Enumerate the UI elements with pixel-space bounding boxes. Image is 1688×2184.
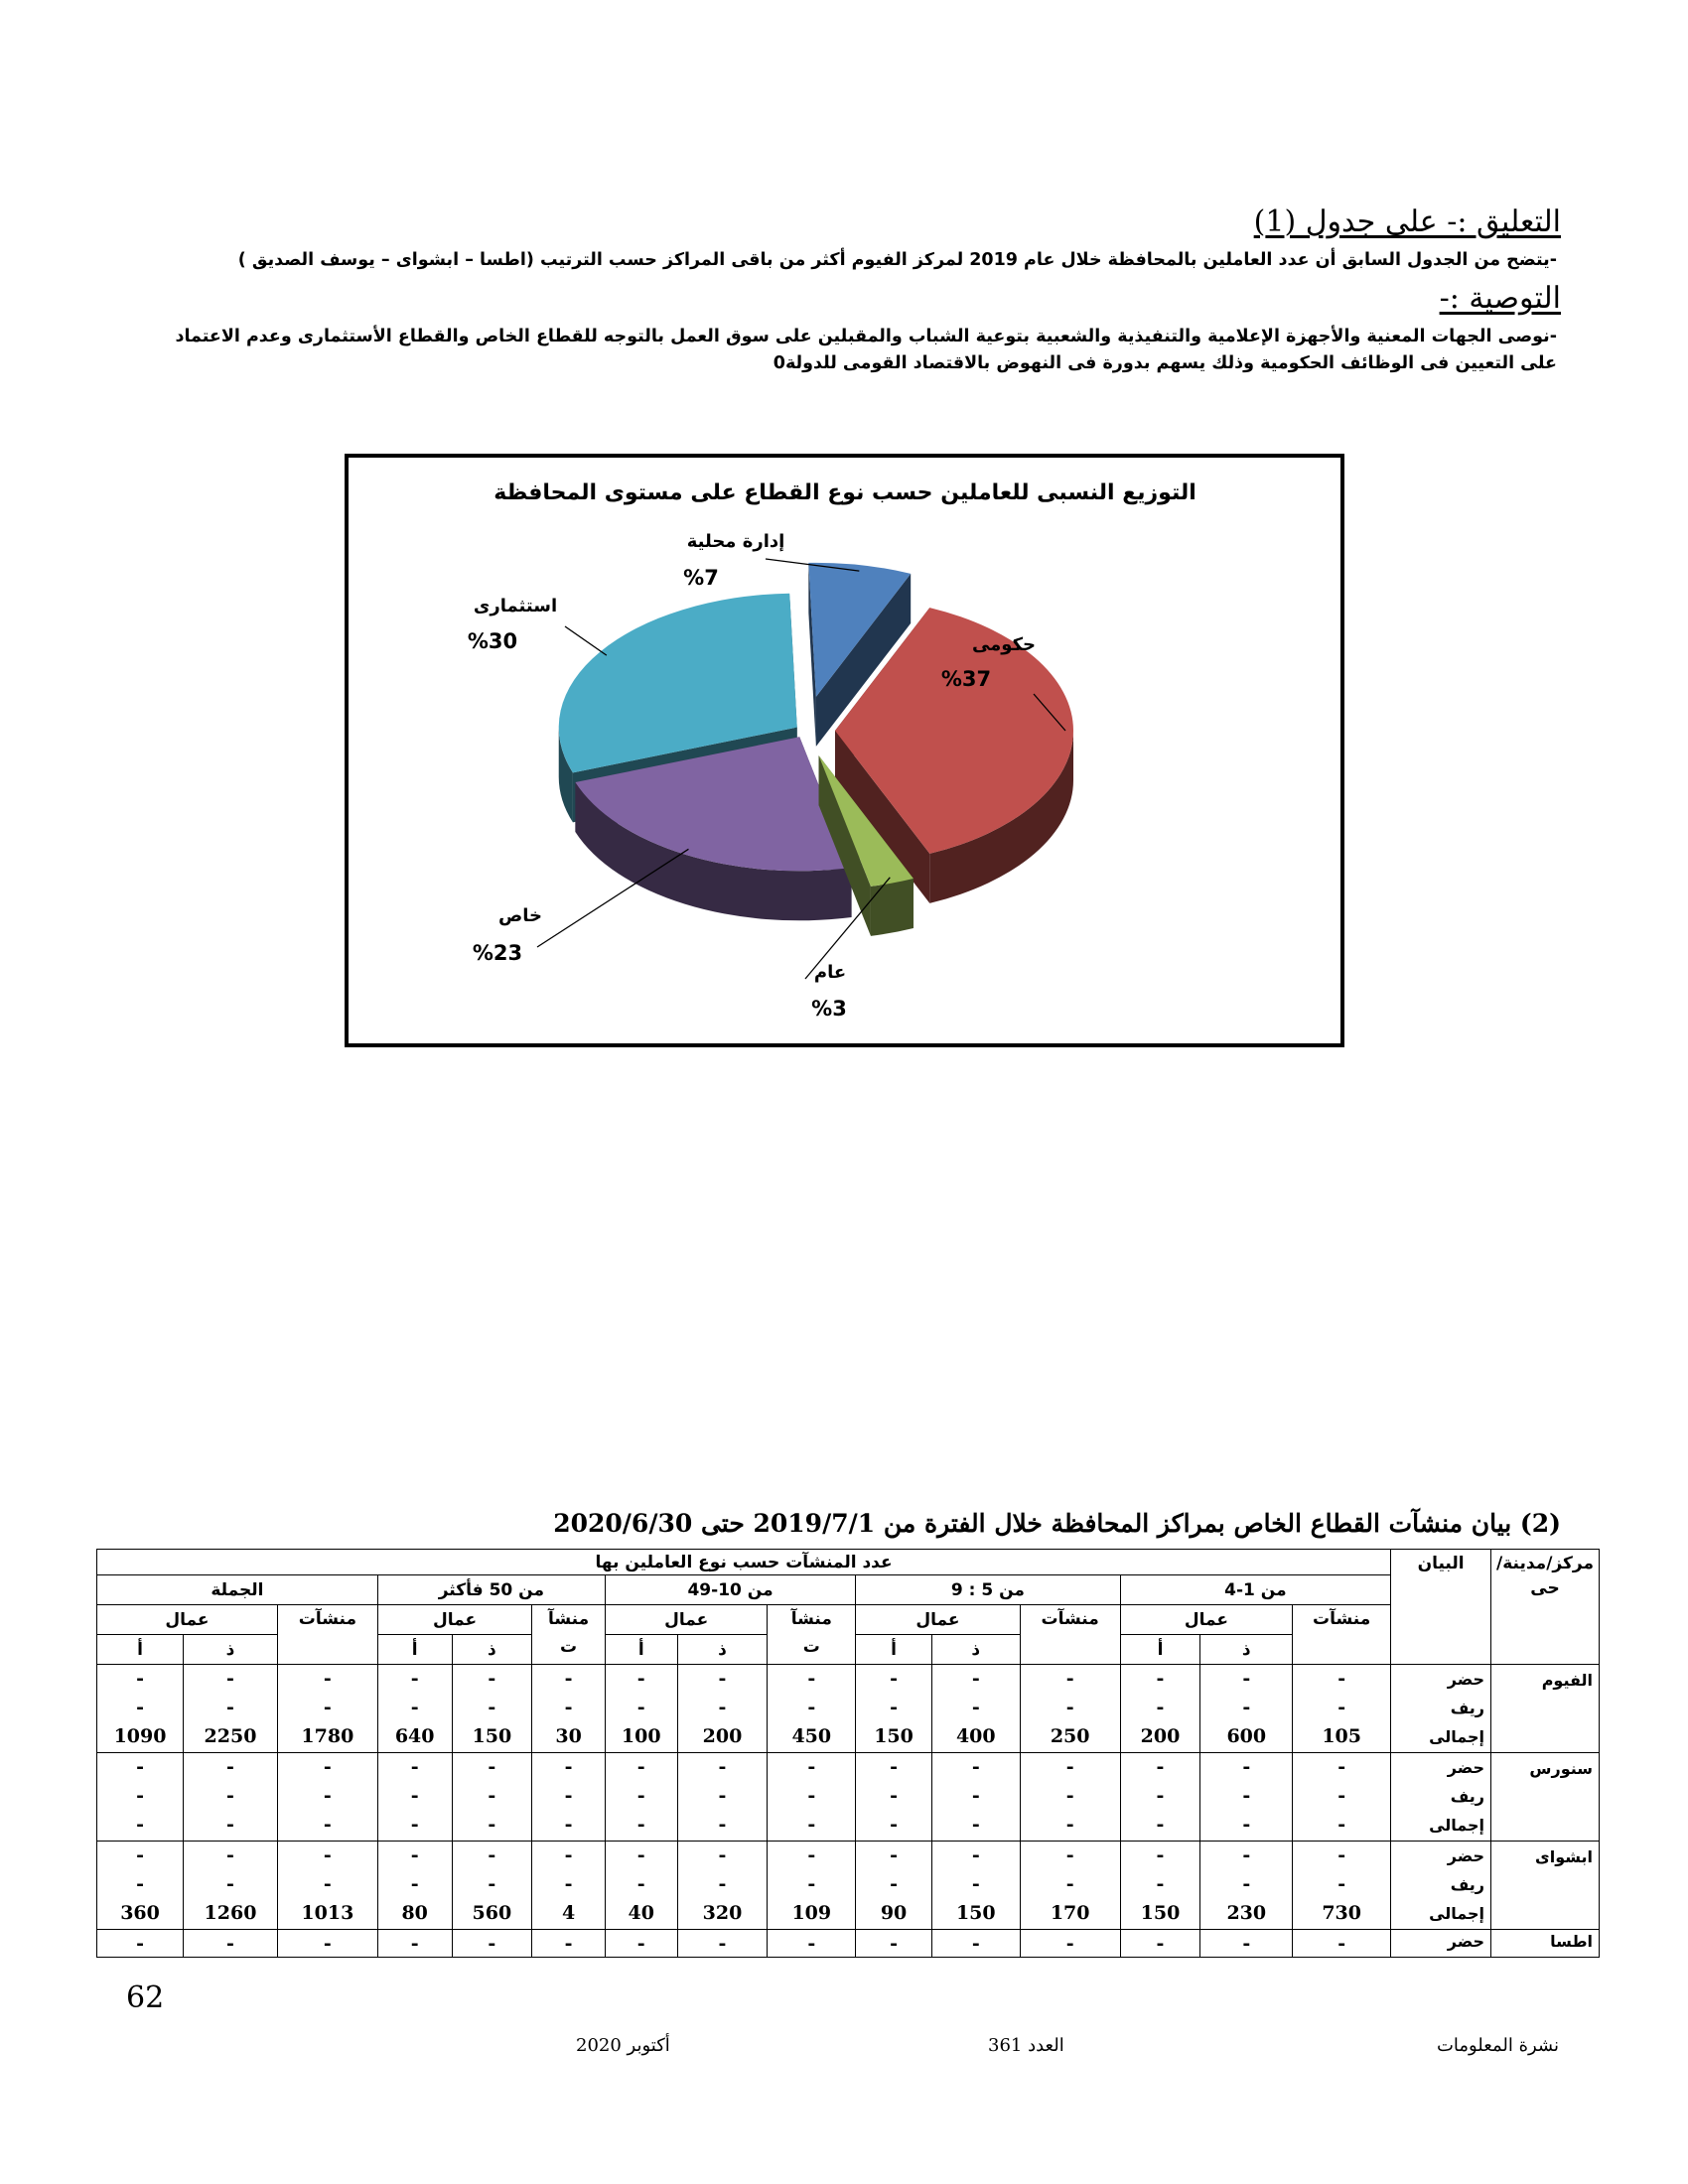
value: 560 [472, 1902, 512, 1924]
value: - [1242, 1785, 1251, 1807]
value: - [718, 1814, 727, 1836]
value: 200 [1140, 1725, 1181, 1747]
value: - [1242, 1844, 1251, 1866]
facilities-label-cont: ت [560, 1637, 578, 1657]
value: 400 [955, 1725, 996, 1747]
value-cell: - [1120, 1930, 1200, 1958]
value: - [890, 1873, 898, 1895]
facilities-label: منشآت [1313, 1609, 1371, 1629]
value: - [636, 1785, 645, 1807]
group-header: من 1-4 [1120, 1575, 1390, 1605]
facilities-label: منشآت [298, 1609, 356, 1629]
value-cell: - [277, 1930, 377, 1958]
pie-chart [345, 454, 1344, 1047]
value: - [323, 1697, 332, 1718]
row-label: حضر [1447, 1758, 1485, 1777]
value: 640 [394, 1725, 435, 1747]
facilities-header [532, 1605, 606, 1665]
value: - [1337, 1697, 1346, 1718]
value-cell [768, 1665, 856, 1753]
value: - [636, 1756, 645, 1778]
value: - [564, 1785, 573, 1807]
value-cell [931, 1665, 1020, 1753]
value: 150 [1140, 1902, 1181, 1924]
value: 320 [702, 1902, 743, 1924]
value-cell: - [768, 1930, 856, 1958]
group-header: من 5 : 9 [856, 1575, 1120, 1605]
value-cell [532, 1665, 606, 1753]
value: - [136, 1814, 144, 1836]
col-center-header: مركز/مدينة/حى [1491, 1550, 1600, 1665]
value-cell [377, 1665, 452, 1753]
value-cell: - [605, 1930, 677, 1958]
value-cell [532, 1842, 606, 1930]
value-cell [1200, 1665, 1293, 1753]
value: - [1156, 1844, 1165, 1866]
value: - [226, 1668, 234, 1690]
value: - [410, 1785, 419, 1807]
col-item-header: البيان [1391, 1550, 1491, 1665]
group-header: الجملة [97, 1575, 378, 1605]
value: - [1337, 1756, 1346, 1778]
row-label: حضر [1447, 1670, 1485, 1689]
value-cell [532, 1753, 606, 1842]
value: - [971, 1814, 980, 1836]
value: - [890, 1756, 898, 1778]
value-cell: - [1293, 1930, 1391, 1958]
value: - [1242, 1697, 1251, 1718]
value: - [323, 1814, 332, 1836]
value-cell [1020, 1753, 1120, 1842]
row-labels [1391, 1753, 1491, 1842]
male-header: ذ [452, 1635, 532, 1665]
value-cell [184, 1842, 278, 1930]
value: 109 [791, 1902, 832, 1924]
value: 150 [472, 1725, 512, 1747]
footer-publication: نشرة المعلومات [1436, 2035, 1559, 2056]
value: - [1337, 1785, 1346, 1807]
value: 40 [628, 1902, 654, 1924]
footer-date: أكتوبر 2020 [576, 2035, 670, 2056]
value: - [971, 1873, 980, 1895]
facilities-label: منشآ [547, 1609, 590, 1629]
value: - [807, 1873, 816, 1895]
row-labels [1391, 1665, 1491, 1753]
value: - [718, 1873, 727, 1895]
value: - [890, 1844, 898, 1866]
value: - [807, 1814, 816, 1836]
value: - [1156, 1697, 1165, 1718]
value: 230 [1226, 1902, 1267, 1924]
value: - [636, 1873, 645, 1895]
workers-header: عمال [605, 1605, 767, 1635]
value: 1090 [113, 1725, 167, 1747]
value: - [807, 1756, 816, 1778]
value-cell [277, 1842, 377, 1930]
value: - [488, 1844, 496, 1866]
value: - [971, 1697, 980, 1718]
value-cell [1293, 1753, 1391, 1842]
value: - [410, 1697, 419, 1718]
value: - [1065, 1844, 1074, 1866]
value: - [564, 1756, 573, 1778]
value-cell [377, 1753, 452, 1842]
group-header: من 50 فأكثر [377, 1575, 605, 1605]
slice-name-label: عام [813, 962, 847, 983]
value-cell [931, 1842, 1020, 1930]
value: 30 [555, 1725, 582, 1747]
value-cell: - [532, 1930, 606, 1958]
value-cell [677, 1753, 768, 1842]
value: 600 [1226, 1725, 1267, 1747]
value: - [323, 1756, 332, 1778]
value-cell: - [1200, 1930, 1293, 1958]
value: - [323, 1844, 332, 1866]
value: 1780 [301, 1725, 354, 1747]
value-cell [1200, 1753, 1293, 1842]
value: - [1242, 1668, 1251, 1690]
value-cell [605, 1842, 677, 1930]
row-label: حضر [1447, 1846, 1485, 1865]
value-cell [1200, 1842, 1293, 1930]
slice-name-label: حكومى [971, 634, 1037, 655]
male-header: ذ [677, 1635, 768, 1665]
value: - [1065, 1697, 1074, 1718]
value: - [718, 1697, 727, 1718]
workers-header: عمال [97, 1605, 278, 1635]
female-header: أ [377, 1635, 452, 1665]
page-number: 62 [126, 1980, 165, 2015]
value-cell [768, 1842, 856, 1930]
value: 360 [120, 1902, 160, 1924]
value: - [1156, 1668, 1165, 1690]
value-cell [605, 1753, 677, 1842]
value: - [971, 1668, 980, 1690]
value: 90 [880, 1902, 908, 1924]
comment-text: -يتضح من الجدول السابق أن عدد العاملين بالمحافظة خلال عام 2019 لمركز الفيوم أكثر من باقى المراكز حسب الترتيب (اطسا – ابشواى – يوسف الصديق ) [237, 250, 1557, 270]
row-label: حضر [1391, 1930, 1491, 1958]
value-cell [97, 1753, 184, 1842]
chart-title: التوزيع النسبى للعاملين حسب نوع القطاع على مستوى المحافظة [493, 480, 1196, 505]
value: - [323, 1785, 332, 1807]
value: - [410, 1844, 419, 1866]
value-cell [277, 1665, 377, 1753]
table-row [97, 1665, 1600, 1753]
value: - [1156, 1785, 1165, 1807]
table-row [97, 1753, 1600, 1842]
value: - [136, 1756, 144, 1778]
value: - [1242, 1814, 1251, 1836]
center-name: سنورس [1491, 1753, 1600, 1842]
value-cell [605, 1665, 677, 1753]
facilities-table [96, 1549, 1600, 1958]
value: - [226, 1844, 234, 1866]
value-cell [452, 1753, 532, 1842]
value: 450 [791, 1725, 832, 1747]
value: - [1337, 1814, 1346, 1836]
value: - [488, 1814, 496, 1836]
value: - [718, 1844, 727, 1866]
row-label: ريف [1450, 1699, 1485, 1717]
center-name: الفيوم [1491, 1665, 1600, 1753]
value-cell [768, 1753, 856, 1842]
value-cell: - [931, 1930, 1020, 1958]
value-cell: - [452, 1930, 532, 1958]
value: - [226, 1697, 234, 1718]
value: - [488, 1785, 496, 1807]
value: - [564, 1844, 573, 1866]
table-row [97, 1930, 1600, 1958]
female-header: أ [1120, 1635, 1200, 1665]
value: 2250 [204, 1725, 257, 1747]
value: - [1065, 1668, 1074, 1690]
value: - [636, 1814, 645, 1836]
workers-header: عمال [377, 1605, 531, 1635]
slice-name-label: استثمارى [473, 596, 558, 616]
value-cell [931, 1753, 1020, 1842]
row-label: إجمالى [1429, 1727, 1485, 1746]
facilities-label: منشآ [790, 1609, 832, 1629]
value: 80 [401, 1902, 428, 1924]
value: - [890, 1785, 898, 1807]
value: - [488, 1668, 496, 1690]
value-cell [856, 1842, 932, 1930]
value: - [226, 1756, 234, 1778]
value-cell [1293, 1842, 1391, 1930]
footer-issue: العدد 361 [988, 2035, 1064, 2056]
value: - [1242, 1873, 1251, 1895]
value-cell: - [856, 1930, 932, 1958]
value: - [807, 1697, 816, 1718]
value: 150 [874, 1725, 914, 1747]
value: - [410, 1873, 419, 1895]
slice-value-label: %3 [811, 997, 847, 1021]
value: - [718, 1668, 727, 1690]
value: - [136, 1844, 144, 1866]
value: - [136, 1697, 144, 1718]
workers-header: عمال [1120, 1605, 1293, 1635]
value-cell: - [97, 1930, 184, 1958]
value-cell [97, 1842, 184, 1930]
row-label: إجمالى [1429, 1904, 1485, 1923]
value-cell: - [677, 1930, 768, 1958]
value: - [226, 1785, 234, 1807]
value: - [1065, 1873, 1074, 1895]
facilities-header [1020, 1605, 1120, 1665]
value-cell [1020, 1842, 1120, 1930]
value-cell [97, 1665, 184, 1753]
male-header: ذ [1200, 1635, 1293, 1665]
facilities-label: منشآت [1041, 1609, 1099, 1629]
female-header: أ [856, 1635, 932, 1665]
slice-name-label: إدارة محلية [686, 531, 785, 552]
value: - [488, 1697, 496, 1718]
row-label: ريف [1450, 1875, 1485, 1894]
value: - [1156, 1756, 1165, 1778]
facilities-header [768, 1605, 856, 1665]
value-cell [856, 1753, 932, 1842]
value: - [1065, 1756, 1074, 1778]
value-cell: - [184, 1930, 278, 1958]
comment-heading: التعليق :- على جدول (1) [1253, 205, 1561, 239]
value-cell [184, 1753, 278, 1842]
value-cell: - [1020, 1930, 1120, 1958]
value: - [1156, 1873, 1165, 1895]
value-cell [1120, 1665, 1200, 1753]
value: 730 [1322, 1902, 1361, 1924]
table-row [97, 1842, 1600, 1930]
value: - [226, 1873, 234, 1895]
value: - [136, 1668, 144, 1690]
row-labels [1391, 1842, 1491, 1930]
male-header: ذ [931, 1635, 1020, 1665]
slice-name-label: خاص [498, 905, 542, 926]
value: - [488, 1873, 496, 1895]
recommendation-heading: التوصية :- [1439, 281, 1561, 316]
value: - [564, 1668, 573, 1690]
value-cell [452, 1842, 532, 1930]
value: - [636, 1668, 645, 1690]
value: 4 [561, 1902, 576, 1924]
value: - [564, 1697, 573, 1718]
value: - [807, 1668, 816, 1690]
group-header: من 10-49 [605, 1575, 855, 1605]
value: - [807, 1844, 816, 1866]
slice-value-label: %23 [472, 941, 523, 965]
value-cell [277, 1753, 377, 1842]
super-header: عدد المنشآت حسب نوع العاملين بها [97, 1550, 1391, 1575]
value: - [410, 1668, 419, 1690]
value: - [890, 1697, 898, 1718]
value: - [410, 1814, 419, 1836]
value: - [718, 1785, 727, 1807]
value: 1013 [301, 1902, 354, 1924]
facilities-header [277, 1605, 377, 1665]
row-label: ريف [1450, 1787, 1485, 1806]
value: - [1242, 1756, 1251, 1778]
facilities-header [1293, 1605, 1391, 1665]
value: 200 [702, 1725, 743, 1747]
value: 150 [955, 1902, 996, 1924]
table-title: (2) بيان منشآت القطاع الخاص بمراكز المحافظة خلال الفترة من 2019/7/1 حتى 2020/6/30 [553, 1509, 1561, 1538]
value: - [1156, 1814, 1165, 1836]
value: - [488, 1756, 496, 1778]
value-cell [1293, 1665, 1391, 1753]
value: 170 [1050, 1902, 1090, 1924]
value-cell [1120, 1753, 1200, 1842]
value: 250 [1050, 1725, 1090, 1747]
value: - [136, 1785, 144, 1807]
value: - [564, 1873, 573, 1895]
value-cell [377, 1842, 452, 1930]
value: - [1337, 1844, 1346, 1866]
male-header: ذ [184, 1635, 278, 1665]
slice-wall [871, 879, 914, 936]
value: - [636, 1844, 645, 1866]
value-cell [1020, 1665, 1120, 1753]
value: 105 [1322, 1725, 1361, 1747]
value: 100 [621, 1725, 661, 1747]
workers-header: عمال [856, 1605, 1021, 1635]
row-label: إجمالى [1429, 1816, 1485, 1835]
center-name: اطسا [1491, 1930, 1600, 1958]
slice-value-label: %7 [683, 566, 719, 590]
value-cell [856, 1665, 932, 1753]
value: - [971, 1785, 980, 1807]
value: - [971, 1844, 980, 1866]
leader-line [565, 626, 607, 655]
value: - [1337, 1668, 1346, 1690]
value: - [718, 1756, 727, 1778]
value-cell [677, 1842, 768, 1930]
recommendation-text: -نوصى الجهات المعنية والأجهزة الإعلامية والتنفيذية والشعبية بتوعية الشباب والمقبلين على سوق العمل بالتوجه للقطاع الخاص والقطاع الأستثمارى وعدم الاعتماد على التعيين فى الوظائف الحكومية وذلك يسهم بدورة فى النهوض بالاقتصاد القومى للدولة0 [175, 327, 1557, 373]
value: - [226, 1814, 234, 1836]
value: - [1337, 1873, 1346, 1895]
value-cell [452, 1665, 532, 1753]
value: - [636, 1697, 645, 1718]
value-cell [677, 1665, 768, 1753]
value: - [136, 1873, 144, 1895]
value: - [807, 1785, 816, 1807]
value: - [410, 1756, 419, 1778]
value-cell [1120, 1842, 1200, 1930]
female-header: أ [97, 1635, 184, 1665]
pie-chart-svg [349, 458, 1341, 1043]
value: - [1065, 1814, 1074, 1836]
female-header: أ [605, 1635, 677, 1665]
value-cell: - [377, 1930, 452, 1958]
slice-value-label: %30 [467, 629, 518, 653]
facilities-label-cont: ت [802, 1637, 820, 1657]
value: - [323, 1873, 332, 1895]
value-cell [184, 1665, 278, 1753]
value: - [1065, 1785, 1074, 1807]
value: - [890, 1814, 898, 1836]
value: - [323, 1668, 332, 1690]
center-name: ابشواى [1491, 1842, 1600, 1930]
slice-value-label: %37 [940, 667, 992, 691]
value: - [971, 1756, 980, 1778]
value: - [564, 1814, 573, 1836]
value: 1260 [204, 1902, 257, 1924]
value: - [890, 1668, 898, 1690]
